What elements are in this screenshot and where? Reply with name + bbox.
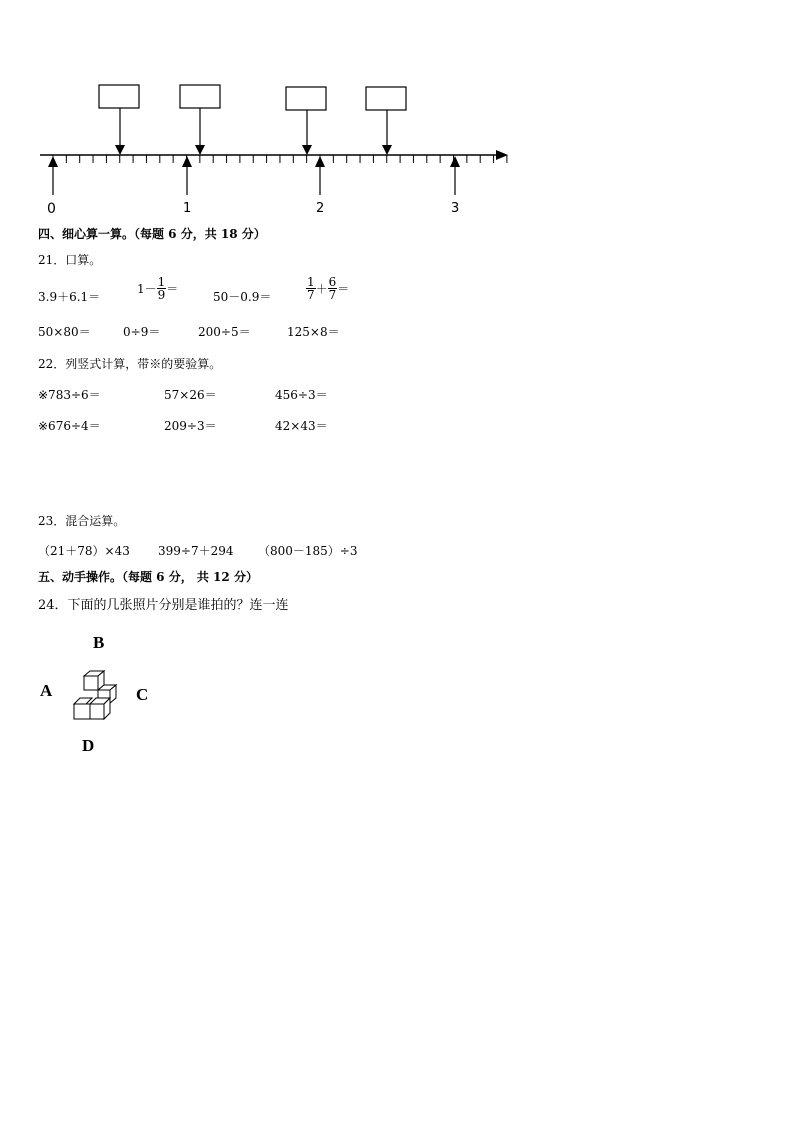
down-arrow-3 [302, 110, 312, 155]
q21-row2-item-3: 200÷5＝ [198, 325, 251, 339]
q21-expr-4-fraction-1 [306, 276, 316, 301]
q21-row2-item-4: 125×8＝ [287, 325, 340, 339]
q22-title: 22．列竖式计算，带※的要验算。 [38, 357, 222, 371]
view-label-d: D [82, 736, 95, 755]
q21-expr-2-numerator: 1 [157, 275, 166, 289]
q21-expr-4-numerator-2: 6 [328, 275, 337, 289]
q22-row2-item-1: ※676÷4＝ [38, 419, 101, 433]
number-line-label-2: 2 [316, 201, 325, 216]
section5-title: 五、动手操作。（每题 6 分， 共 12 分） [38, 570, 258, 584]
q21-expr-2-fraction [157, 276, 167, 301]
q23-item-2: 399÷7＋294 [158, 544, 234, 558]
q21-expr-4-denominator-1: 7 [307, 288, 315, 302]
section4-title: 四、细心算一算。（每题 6 分，共 18 分） [38, 227, 266, 241]
number-line-label-0: 0 [47, 201, 56, 217]
q21-row2-item-1: 50×80＝ [38, 325, 91, 339]
q21-expr-4-plus: ＋ [315, 282, 328, 296]
up-arrow-0 [48, 156, 58, 195]
view-label-a: A [40, 681, 53, 700]
q22-row2-item-2: 209÷3＝ [164, 419, 217, 433]
q21-expr-4-fraction-2 [328, 276, 338, 301]
down-arrow-2 [195, 108, 205, 155]
q21-expr-4-suffix: ＝ [337, 282, 350, 296]
q21-expr-2-prefix: 1－ [137, 282, 157, 296]
q21-expr-2-denominator: 9 [157, 288, 166, 302]
answer-box-1[interactable] [99, 85, 139, 108]
q22-row2-item-3: 42×43＝ [275, 419, 328, 433]
q21-expr-1: 3.9＋6.1＝ [38, 290, 101, 304]
answer-box-4[interactable] [366, 87, 406, 110]
view-label-b: B [93, 633, 105, 652]
cube-stack-figure [70, 668, 122, 722]
q21-expr-2-suffix: ＝ [166, 282, 179, 296]
number-line-label-3: 3 [451, 201, 460, 216]
answer-box-3[interactable] [286, 87, 326, 110]
up-arrow-1 [182, 156, 192, 195]
q24-title: 24．下面的几张照片分别是谁拍的？连一连 [38, 598, 289, 613]
q21-expr-4-denominator-2: 7 [328, 288, 337, 302]
down-arrow-1 [115, 108, 125, 155]
up-arrow-2 [315, 156, 325, 195]
q23-title: 23．混合运算。 [38, 514, 126, 528]
q21-expr-4 [306, 276, 349, 301]
q21-row2-item-2: 0÷9＝ [123, 325, 161, 339]
q21-title: 21．口算。 [38, 253, 102, 267]
view-label-c: C [136, 685, 149, 704]
number-line-axis [40, 150, 508, 160]
q23-item-1: （21＋78）×43 [38, 544, 130, 558]
up-arrow-3 [450, 156, 460, 195]
number-line-figure [0, 0, 794, 225]
q22-row1-item-3: 456÷3＝ [275, 388, 328, 402]
q21-expr-4-numerator-1: 1 [307, 275, 315, 289]
q21-expr-2 [137, 276, 178, 301]
q22-row1-item-2: 57×26＝ [164, 388, 217, 402]
q21-expr-3: 50－0.9＝ [213, 290, 272, 304]
answer-box-2[interactable] [180, 85, 220, 108]
number-line-label-1: 1 [183, 201, 192, 216]
q23-item-3: （800－185）÷3 [258, 544, 358, 558]
down-arrow-4 [382, 110, 392, 155]
number-line-ticks [53, 155, 507, 163]
q22-row1-item-1: ※783÷6＝ [38, 388, 101, 402]
